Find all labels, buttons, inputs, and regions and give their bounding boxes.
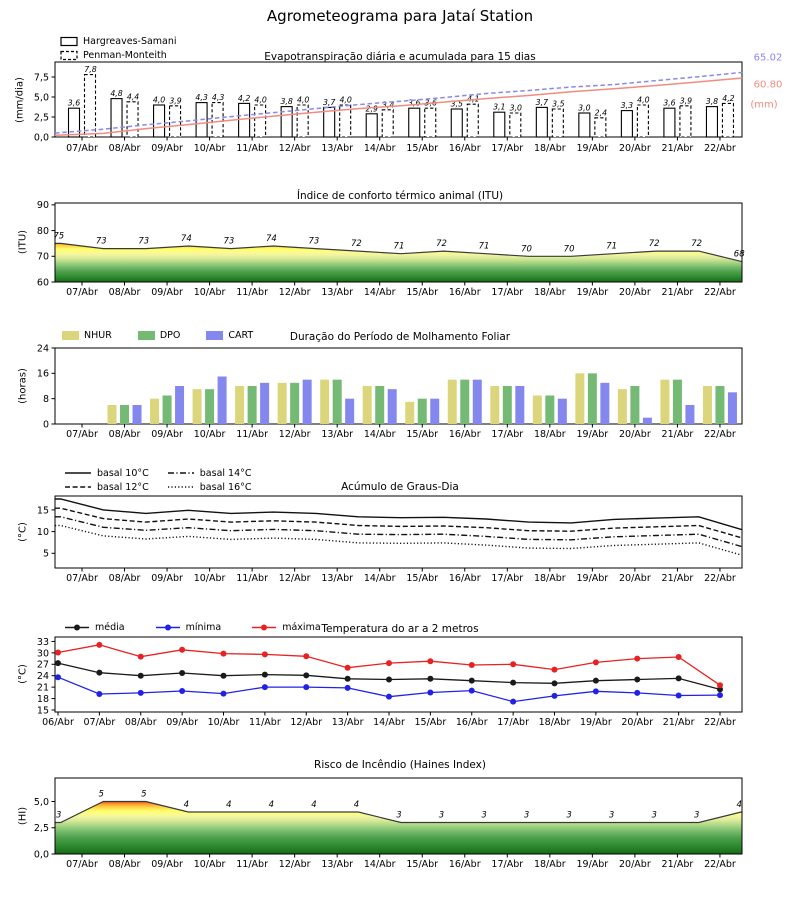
- svg-text:2,4: 2,4: [594, 108, 608, 118]
- svg-text:10/Abr: 10/Abr: [193, 143, 226, 154]
- svg-text:3,5: 3,5: [450, 99, 463, 109]
- haines-title: Risco de Incêndio (Haines Index): [314, 759, 486, 771]
- svg-text:20/Abr: 20/Abr: [619, 143, 651, 154]
- svg-text:4,8: 4,8: [110, 89, 123, 99]
- legend-label: basal 16°C: [199, 481, 252, 493]
- basal10-swatch-icon: [64, 468, 92, 478]
- svg-text:17/Abr: 17/Abr: [497, 717, 529, 728]
- svg-text:7,8: 7,8: [84, 65, 97, 75]
- svg-text:21/Abr: 21/Abr: [661, 287, 694, 298]
- svg-text:72: 72: [648, 239, 660, 250]
- svg-text:4,0: 4,0: [254, 95, 267, 105]
- molhamento-plot: [37, 343, 742, 440]
- svg-text:73: 73: [138, 236, 150, 247]
- itu-plot: [37, 200, 745, 298]
- svg-text:80: 80: [36, 225, 49, 237]
- haines-plot: [34, 778, 742, 870]
- svg-text:15/Abr: 15/Abr: [406, 859, 439, 870]
- svg-text:17/Abr: 17/Abr: [491, 429, 524, 440]
- svg-text:16/Abr: 16/Abr: [455, 717, 488, 728]
- svg-text:09/Abr: 09/Abr: [151, 573, 183, 584]
- svg-text:16/Abr: 16/Abr: [448, 287, 481, 298]
- svg-text:3: 3: [523, 810, 530, 821]
- svg-text:3: 3: [608, 810, 615, 821]
- svg-text:74: 74: [180, 233, 192, 244]
- svg-text:2,9: 2,9: [365, 104, 378, 114]
- svg-text:15: 15: [36, 705, 49, 717]
- svg-text:13/Abr: 13/Abr: [321, 287, 354, 298]
- svg-text:4,2: 4,2: [237, 93, 251, 103]
- svg-text:16/Abr: 16/Abr: [448, 143, 481, 154]
- temperatura-title: Temperatura do ar a 2 metros: [321, 623, 479, 635]
- svg-text:3,1: 3,1: [493, 102, 506, 112]
- svg-text:4: 4: [268, 800, 275, 810]
- svg-text:3: 3: [651, 810, 657, 821]
- svg-text:5,0: 5,0: [33, 796, 49, 808]
- svg-text:08/Abr: 08/Abr: [108, 573, 141, 584]
- svg-text:4,3: 4,3: [195, 93, 208, 103]
- svg-text:16: 16: [36, 368, 49, 380]
- svg-text:19/Abr: 19/Abr: [576, 859, 609, 870]
- svg-text:09/Abr: 09/Abr: [151, 859, 183, 870]
- svg-text:4,4: 4,4: [126, 92, 140, 102]
- svg-text:3,5: 3,5: [552, 99, 565, 109]
- svg-text:10: 10: [36, 527, 49, 538]
- svg-text:13/Abr: 13/Abr: [321, 429, 354, 440]
- svg-text:08/Abr: 08/Abr: [108, 143, 141, 154]
- main-title: Agrometeograma para Jataí Station: [266, 7, 534, 25]
- svg-text:5: 5: [98, 789, 104, 800]
- svg-text:17/Abr: 17/Abr: [491, 859, 524, 870]
- hargreaves-total-label: 60.80: [753, 79, 783, 91]
- svg-text:10/Abr: 10/Abr: [193, 287, 226, 298]
- basal14-swatch-icon: [167, 468, 195, 478]
- svg-text:16/Abr: 16/Abr: [448, 573, 481, 584]
- svg-text:19/Abr: 19/Abr: [576, 429, 609, 440]
- legend-label: Penman-Monteith: [83, 50, 167, 61]
- svg-text:5: 5: [42, 548, 49, 560]
- svg-text:75: 75: [53, 231, 65, 242]
- svg-text:72: 72: [351, 239, 362, 250]
- svg-text:22/Abr: 22/Abr: [704, 143, 736, 154]
- legend-label: basal 14°C: [199, 467, 252, 479]
- svg-text:20/Abr: 20/Abr: [619, 859, 651, 870]
- svg-text:10/Abr: 10/Abr: [207, 717, 240, 728]
- legend-label: mínima: [185, 622, 222, 633]
- svg-text:09/Abr: 09/Abr: [166, 717, 198, 728]
- svg-text:13/Abr: 13/Abr: [331, 717, 364, 728]
- svg-text:3: 3: [693, 810, 700, 821]
- svg-text:22/Abr: 22/Abr: [704, 429, 736, 440]
- svg-text:15: 15: [36, 505, 49, 517]
- svg-text:3,4: 3,4: [382, 100, 395, 110]
- svg-text:08/Abr: 08/Abr: [108, 859, 141, 870]
- svg-text:3,9: 3,9: [679, 96, 693, 106]
- svg-text:19/Abr: 19/Abr: [580, 717, 612, 728]
- svg-text:13/Abr: 13/Abr: [321, 573, 354, 584]
- svg-text:18: 18: [36, 693, 49, 705]
- svg-text:30: 30: [36, 648, 49, 660]
- svg-text:21/Abr: 21/Abr: [661, 429, 694, 440]
- svg-text:24: 24: [36, 671, 49, 683]
- svg-text:3: 3: [566, 810, 572, 821]
- svg-text:0: 0: [42, 419, 49, 431]
- svg-text:3,9: 3,9: [169, 96, 182, 106]
- svg-text:22/Abr: 22/Abr: [704, 287, 736, 298]
- svg-text:5: 5: [141, 789, 147, 800]
- svg-text:3,8: 3,8: [280, 97, 293, 107]
- svg-text:10/Abr: 10/Abr: [193, 429, 226, 440]
- svg-text:14/Abr: 14/Abr: [363, 859, 396, 870]
- svg-text:21/Abr: 21/Abr: [661, 573, 694, 584]
- svg-text:09/Abr: 09/Abr: [151, 429, 183, 440]
- svg-text:13/Abr: 13/Abr: [321, 143, 354, 154]
- svg-text:73: 73: [308, 236, 320, 247]
- svg-text:20/Abr: 20/Abr: [621, 717, 654, 728]
- svg-text:4: 4: [736, 800, 742, 810]
- svg-text:12/Abr: 12/Abr: [278, 859, 311, 870]
- svg-text:4: 4: [226, 800, 232, 810]
- evapo-title: Evapotranspiração diária e acumulada para 15 dias: [264, 51, 536, 63]
- svg-text:11/Abr: 11/Abr: [236, 287, 268, 298]
- svg-text:4,1: 4,1: [467, 94, 480, 104]
- svg-text:21/Abr: 21/Abr: [661, 143, 694, 154]
- svg-text:17/Abr: 17/Abr: [491, 573, 524, 584]
- svg-text:16/Abr: 16/Abr: [448, 859, 481, 870]
- svg-text:71: 71: [606, 241, 618, 252]
- svg-text:12/Abr: 12/Abr: [278, 573, 311, 584]
- svg-text:09/Abr: 09/Abr: [151, 143, 183, 154]
- svg-text:4,0: 4,0: [296, 95, 310, 105]
- svg-text:3,7: 3,7: [322, 97, 336, 107]
- svg-text:15/Abr: 15/Abr: [406, 287, 439, 298]
- svg-text:08/Abr: 08/Abr: [108, 429, 141, 440]
- svg-text:18/Abr: 18/Abr: [533, 287, 566, 298]
- svg-text:11/Abr: 11/Abr: [236, 429, 268, 440]
- svg-text:14/Abr: 14/Abr: [363, 429, 396, 440]
- svg-text:18/Abr: 18/Abr: [538, 717, 571, 728]
- svg-text:07/Abr: 07/Abr: [66, 429, 98, 440]
- svg-text:71: 71: [478, 241, 490, 252]
- svg-text:11/Abr: 11/Abr: [249, 717, 281, 728]
- svg-text:10/Abr: 10/Abr: [193, 859, 226, 870]
- svg-text:33: 33: [36, 636, 49, 648]
- graus-dia-ylabel: (°C): [17, 522, 29, 542]
- legend-label: DPO: [159, 330, 181, 341]
- svg-text:60: 60: [36, 277, 49, 289]
- legend-label: CART: [228, 330, 254, 341]
- svg-text:74: 74: [265, 233, 277, 244]
- mm-unit-label: (mm): [750, 99, 778, 111]
- svg-text:15/Abr: 15/Abr: [406, 143, 439, 154]
- legend-label: máxima: [282, 622, 321, 633]
- svg-text:16/Abr: 16/Abr: [448, 429, 481, 440]
- svg-text:0,0: 0,0: [33, 849, 49, 861]
- svg-text:14/Abr: 14/Abr: [363, 287, 396, 298]
- evapo-plot: [34, 62, 742, 154]
- svg-text:8: 8: [42, 394, 49, 406]
- svg-text:18/Abr: 18/Abr: [533, 429, 566, 440]
- svg-text:08/Abr: 08/Abr: [124, 717, 157, 728]
- hargreaves-swatch-icon: [60, 36, 78, 47]
- legend-item-basal10: [64, 466, 149, 480]
- svg-text:11/Abr: 11/Abr: [236, 859, 268, 870]
- svg-text:14/Abr: 14/Abr: [363, 573, 396, 584]
- svg-text:21: 21: [36, 682, 49, 694]
- legend-item-hargreaves: [60, 36, 177, 47]
- legend-label: NHUR: [84, 330, 112, 341]
- svg-text:4: 4: [183, 800, 190, 810]
- svg-text:4,2: 4,2: [722, 93, 735, 103]
- svg-text:71: 71: [393, 241, 405, 252]
- legend-label: Hargreaves-Samani: [83, 36, 177, 47]
- molhamento-ylabel: (horas): [17, 368, 29, 404]
- svg-text:12/Abr: 12/Abr: [278, 143, 311, 154]
- svg-text:4,0: 4,0: [339, 95, 352, 105]
- svg-text:10/Abr: 10/Abr: [193, 573, 226, 584]
- svg-text:14/Abr: 14/Abr: [363, 143, 396, 154]
- svg-text:11/Abr: 11/Abr: [236, 573, 268, 584]
- svg-text:20/Abr: 20/Abr: [619, 573, 651, 584]
- svg-text:3,6: 3,6: [408, 98, 421, 108]
- svg-text:07/Abr: 07/Abr: [66, 859, 98, 870]
- molhamento-title: Duração do Período de Molhamento Foliar: [289, 331, 511, 343]
- svg-text:4: 4: [353, 800, 360, 810]
- svg-text:7,5: 7,5: [33, 72, 49, 84]
- svg-text:07/Abr: 07/Abr: [66, 573, 98, 584]
- legend-item-basal14: [167, 466, 252, 480]
- svg-text:3: 3: [438, 810, 445, 821]
- svg-text:72: 72: [436, 239, 447, 250]
- svg-text:3,0: 3,0: [509, 103, 523, 113]
- svg-text:4,0: 4,0: [152, 95, 166, 105]
- svg-text:70: 70: [36, 251, 49, 263]
- svg-text:2,5: 2,5: [33, 112, 49, 124]
- svg-text:24: 24: [36, 343, 49, 355]
- svg-text:11/Abr: 11/Abr: [236, 143, 268, 154]
- svg-text:70: 70: [521, 244, 532, 255]
- svg-text:07/Abr: 07/Abr: [66, 287, 98, 298]
- svg-text:18/Abr: 18/Abr: [533, 859, 566, 870]
- svg-text:21/Abr: 21/Abr: [662, 717, 695, 728]
- svg-text:18/Abr: 18/Abr: [533, 573, 566, 584]
- svg-text:22/Abr: 22/Abr: [704, 717, 736, 728]
- svg-text:07/Abr: 07/Abr: [83, 717, 116, 728]
- legend-label: basal 10°C: [97, 467, 149, 479]
- svg-text:4,3: 4,3: [211, 93, 225, 103]
- svg-text:22/Abr: 22/Abr: [704, 573, 736, 584]
- svg-text:20/Abr: 20/Abr: [619, 429, 651, 440]
- legend-label: basal 12°C: [97, 481, 149, 493]
- svg-text:17/Abr: 17/Abr: [491, 287, 524, 298]
- svg-text:27: 27: [36, 659, 49, 671]
- svg-text:14/Abr: 14/Abr: [373, 717, 405, 728]
- svg-text:72: 72: [691, 239, 703, 250]
- svg-text:3: 3: [56, 810, 62, 821]
- svg-text:09/Abr: 09/Abr: [151, 287, 183, 298]
- penman-total-label: 65.02: [753, 52, 783, 64]
- svg-text:15/Abr: 15/Abr: [406, 429, 439, 440]
- svg-text:08/Abr: 08/Abr: [108, 287, 141, 298]
- svg-text:20/Abr: 20/Abr: [619, 287, 651, 298]
- svg-text:19/Abr: 19/Abr: [576, 287, 609, 298]
- svg-text:4: 4: [311, 800, 317, 810]
- itu-ylabel: (ITU): [17, 229, 29, 255]
- svg-text:3,8: 3,8: [705, 97, 719, 107]
- temperatura-ylabel: (°C): [17, 664, 29, 684]
- svg-text:15/Abr: 15/Abr: [414, 717, 447, 728]
- svg-text:90: 90: [36, 200, 49, 212]
- svg-text:17/Abr: 17/Abr: [491, 143, 524, 154]
- legend-label: média: [95, 622, 125, 633]
- svg-text:06/Abr: 06/Abr: [42, 717, 74, 728]
- svg-text:70: 70: [563, 244, 575, 255]
- svg-text:3,6: 3,6: [424, 98, 437, 108]
- svg-text:3,6: 3,6: [663, 98, 676, 108]
- svg-text:3,3: 3,3: [620, 101, 634, 111]
- itu-title: Índice de conforto térmico animal (ITU): [296, 190, 504, 202]
- svg-text:15/Abr: 15/Abr: [406, 573, 439, 584]
- graus-dia-title: Acúmulo de Graus-Dia: [341, 481, 459, 493]
- svg-text:21/Abr: 21/Abr: [661, 859, 694, 870]
- svg-text:07/Abr: 07/Abr: [66, 143, 98, 154]
- graus-dia-plot: [37, 496, 742, 584]
- evapo-ylabel: (mm/dia): [14, 77, 26, 123]
- svg-text:22/Abr: 22/Abr: [704, 859, 736, 870]
- svg-text:2,5: 2,5: [33, 823, 49, 835]
- svg-text:0,0: 0,0: [33, 132, 49, 144]
- svg-text:12/Abr: 12/Abr: [278, 429, 311, 440]
- svg-text:68: 68: [733, 249, 745, 260]
- temperatura-plot: [37, 637, 742, 728]
- svg-text:3,7: 3,7: [535, 97, 549, 107]
- svg-text:4,0: 4,0: [637, 95, 650, 105]
- svg-text:3,0: 3,0: [578, 103, 591, 113]
- svg-text:13/Abr: 13/Abr: [321, 859, 354, 870]
- svg-text:12/Abr: 12/Abr: [290, 717, 323, 728]
- svg-text:18/Abr: 18/Abr: [533, 143, 566, 154]
- svg-text:3: 3: [481, 810, 487, 821]
- svg-text:3,6: 3,6: [67, 98, 81, 108]
- svg-text:73: 73: [95, 236, 107, 247]
- svg-text:73: 73: [223, 236, 235, 247]
- svg-text:12/Abr: 12/Abr: [278, 287, 311, 298]
- haines-ylabel: (HI): [17, 806, 29, 826]
- svg-text:5,0: 5,0: [33, 92, 49, 104]
- svg-text:19/Abr: 19/Abr: [576, 143, 609, 154]
- svg-text:3: 3: [396, 810, 402, 821]
- svg-text:19/Abr: 19/Abr: [576, 573, 609, 584]
